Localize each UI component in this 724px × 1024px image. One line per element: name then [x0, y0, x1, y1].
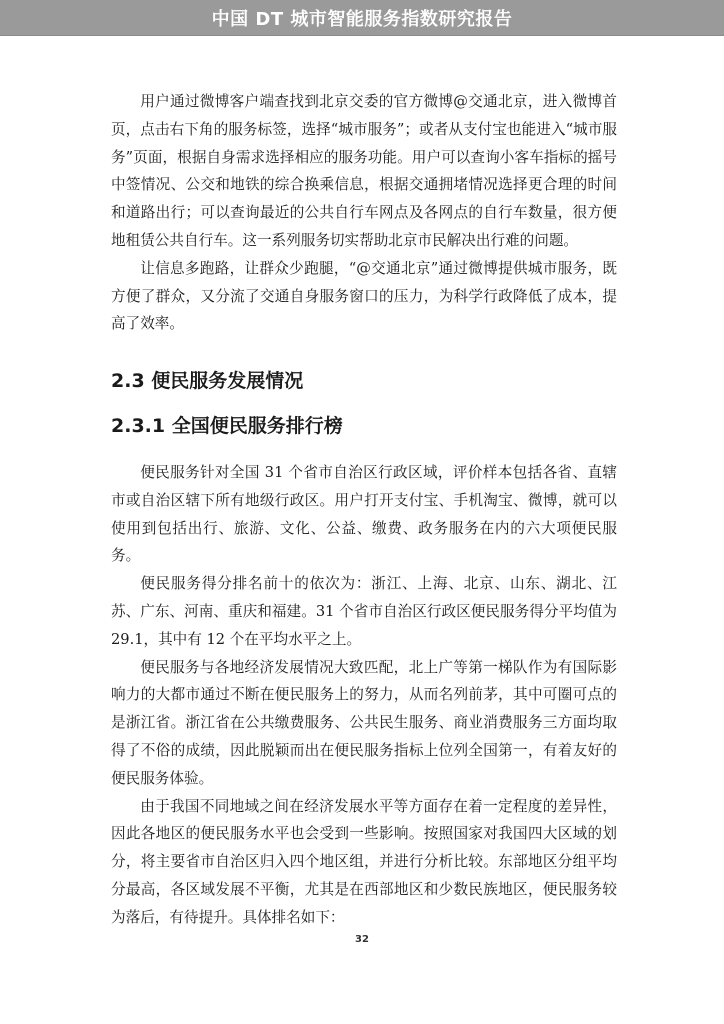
page-number: 32 — [355, 934, 369, 945]
intro-section — [111, 88, 617, 338]
section-heading-2-3-1: 2.3.1 全国便民服务排行榜 — [111, 415, 343, 437]
section-heading-2-3: 2.3 便民服务发展情况 — [111, 370, 304, 392]
paragraph: 用户通过微博客户端查找到北京交委的官方微博@交通北京，进入微博首页，点击右下角的服务标签，选择“城市服务”；或者从支付宝也能进入“城市服务”页面，根据自身需求选择相应的服务功能。用户可以查询小客车指标的摇号中签情况、公交和地铁的综合换乘信息，根据交通拥堵情况选择更合理的时间和道路出行；可以查询最近的公共自行车网点及各网点的自行车数量，很方便地租赁公共自行车。这一系列服务切实帮助北京市民解决出行难的问题。 — [111, 93, 617, 249]
paragraph: 便民服务得分排名前十的依次为：浙江、上海、北京、山东、湖北、江苏、广东、河南、重庆和福建。31 个省市自治区行政区便民服务得分平均值为 29.1，其中有 12 个在平均水平之上。 — [111, 575, 617, 648]
paragraph: 便民服务与各地经济发展情况大致匹配，北上广等第一梯队作为有国际影响力的大都市通过不断在便民服务上的努力，从而名列前茅，其中可圈可点的是浙江省。浙江省在公共缴费服务、公共民生服务、商业消费服务三方面均取得了不俗的成绩，因此脱颖而出在便民服务指标上位列全国第一，有着友好的便民服务体验。 — [111, 658, 617, 787]
paragraph: 由于我国不同地域之间在经济发展水平等方面存在着一定程度的差异性，因此各地区的便民服务水平也会受到一些影响。按照国家对我国四大区域的划分，将主要省市自治区归入四个地区组，并进行分析比较。东部地区分组平均分最高，各区域发展不平衡，尤其是在西部地区和少数民族地区，便民服务较为落后，有待提升。具体排名如下： — [111, 797, 617, 926]
report-title: 中国 DT 城市智能服务指数研究报告 — [211, 8, 513, 30]
paragraph: 让信息多跑路，让群众少跑腿，“@交通北京”通过微博提供城市服务，既方便了群众，又分流了交通自身服务窗口的压力，为科学行政降低了成本，提高了效率。 — [111, 259, 617, 333]
paragraph: 便民服务针对全国 31 个省市自治区行政区域，评价样本包括各省、直辖市或自治区辖下所有地级行政区。用户打开支付宝、手机淘宝、微博，就可以使用到包括出行、旅游、文化、公益、缴费、政务服务在内的六大项便民服务。 — [111, 464, 617, 565]
ranking-section — [111, 459, 617, 932]
report-header-bar — [0, 0, 724, 36]
